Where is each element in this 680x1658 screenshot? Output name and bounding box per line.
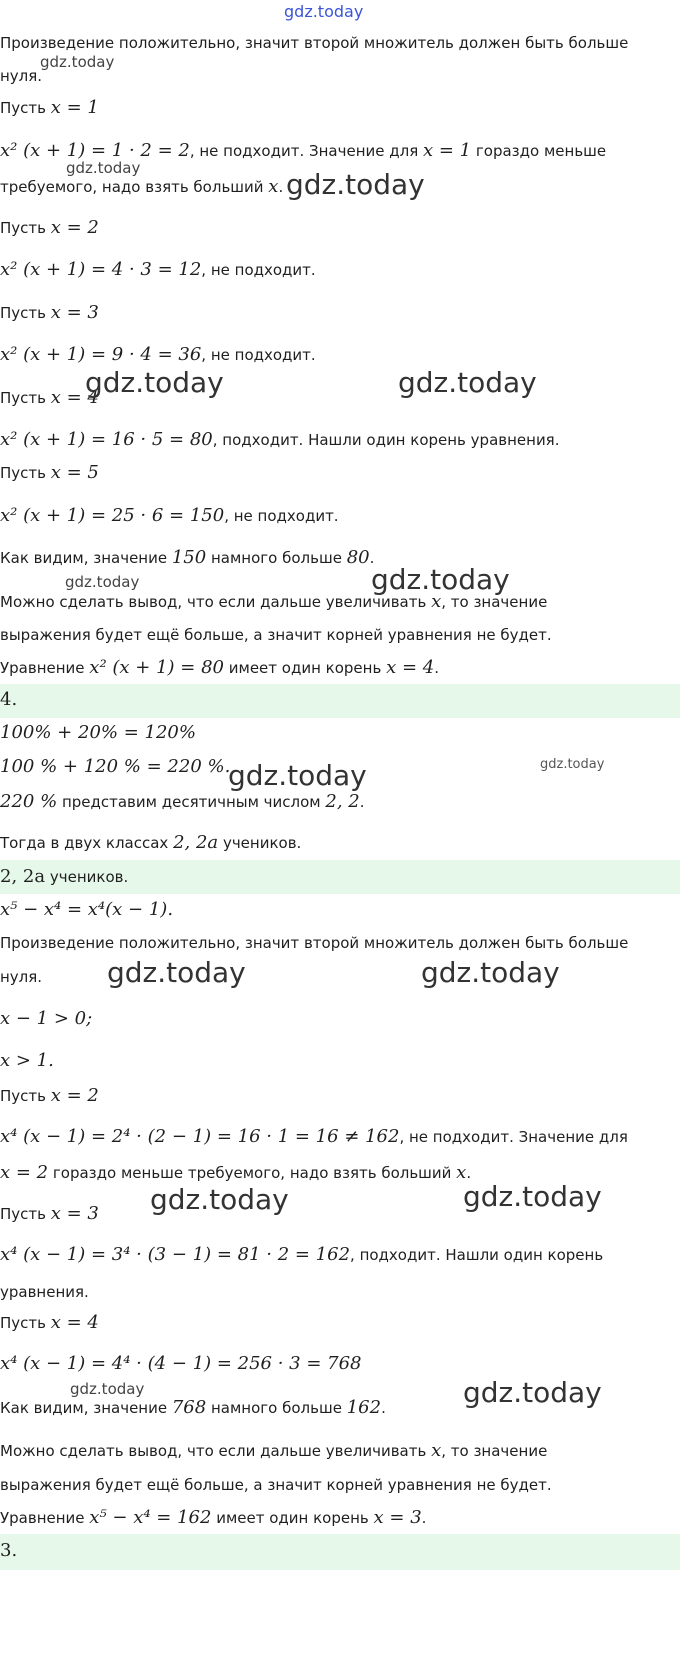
text: Произведение положительно, значит второй множитель должен быть больше (0, 934, 629, 952)
text-line (0, 463, 99, 483)
text: Как видим, значение (0, 549, 172, 567)
text: , не подходит. (201, 261, 316, 279)
math: x (431, 591, 442, 612)
text: . (466, 1164, 472, 1182)
text: Пусть (0, 1087, 51, 1105)
math: x² (x + 1) = 25 · 6 = 150 (0, 505, 225, 526)
text-line (0, 1245, 603, 1265)
text: , не подходит. Значение для (189, 142, 423, 160)
text: , не подходит. Значение для (399, 1128, 628, 1146)
math: x (268, 176, 279, 197)
math: x = 5 (50, 462, 99, 483)
math: x = 2 (50, 1085, 99, 1106)
text: , подходит. Нашли один корень уравнения. (212, 431, 560, 449)
math: x = 3 (50, 302, 99, 323)
text: уравнения. (0, 1283, 89, 1301)
math: x² (x + 1) = 1 · 2 = 2 (0, 140, 190, 161)
math: x > 1. (0, 1050, 54, 1071)
answer (0, 867, 128, 887)
math: 150 (171, 547, 207, 568)
text: требуемого, надо взять больший (0, 178, 269, 196)
text: Пусть (0, 464, 51, 482)
text: Пусть (0, 304, 51, 322)
math: x⁴ (x − 1) = 2⁴ · (2 − 1) = 16 · 1 = 16 ≠ 162 (0, 1126, 400, 1147)
text: Тогда в двух классах (0, 834, 174, 852)
text-line (0, 1204, 99, 1224)
answer-band (0, 1534, 680, 1570)
watermark: gdz.today (70, 1380, 145, 1398)
text: Как видим, значение (0, 1399, 172, 1417)
watermark: gdz.today (421, 956, 560, 989)
text-line (0, 833, 301, 853)
watermark: gdz.today (66, 159, 141, 177)
text-line (0, 345, 316, 365)
math: x = 2 (0, 1162, 49, 1183)
text: Пусть (0, 219, 51, 237)
text-line (0, 177, 283, 197)
text-line (0, 1313, 99, 1333)
text: , то значение (441, 593, 548, 611)
math: x − 1 > 0; (0, 1008, 93, 1029)
text: Уравнение (0, 659, 90, 677)
text: намного больше (206, 1399, 347, 1417)
text-line (0, 967, 42, 987)
watermark: gdz.today (398, 366, 537, 399)
answer-value: 3. (0, 1540, 18, 1561)
math: x² (x + 1) = 9 · 4 = 36 (0, 344, 202, 365)
text-line (0, 1398, 386, 1418)
text-line (0, 141, 606, 161)
text: . (359, 793, 365, 811)
text-line (0, 625, 552, 645)
answer-value: 4. (0, 689, 18, 710)
text-line (0, 1508, 426, 1528)
text: гораздо меньше (471, 142, 607, 160)
math: x = 3 (50, 1203, 99, 1224)
text-line (0, 933, 628, 953)
text: имеет один корень (224, 659, 387, 677)
watermark: gdz.today (228, 759, 367, 792)
text: представим десятичным числом (57, 793, 326, 811)
text: имеет один корень (211, 1509, 374, 1527)
text: Можно сделать вывод, что если дальше увеличивать (0, 1442, 432, 1460)
answer (0, 690, 17, 710)
watermark: gdz.today (107, 956, 246, 989)
watermark: gdz.today (65, 573, 140, 591)
math: 768 (171, 1397, 207, 1418)
watermark: gdz.today (286, 168, 425, 201)
text: , подходит. Нашли один корень (350, 1246, 604, 1264)
text-line (0, 303, 99, 323)
watermark: gdz.today (540, 757, 605, 772)
watermark: gdz.today (284, 2, 364, 21)
text-line (0, 792, 365, 812)
math: x = 1 (423, 140, 472, 161)
text: Уравнение (0, 1509, 90, 1527)
answer-text: учеников. (45, 868, 129, 886)
math: 80 (346, 547, 370, 568)
math: x (456, 1162, 467, 1183)
text-line (0, 260, 316, 280)
text: Пусть (0, 1314, 51, 1332)
math: x⁴ (x − 1) = 3⁴ · (3 − 1) = 81 · 2 = 162 (0, 1244, 351, 1265)
text-line (0, 548, 374, 568)
math: x = 2 (50, 217, 99, 238)
answer-value: 2, 2a (0, 866, 46, 887)
watermark: gdz.today (40, 53, 115, 71)
math: x (431, 1440, 442, 1461)
math: x = 4 (50, 1312, 99, 1333)
math: x⁵ − x⁴ = x⁴(x − 1). (0, 899, 174, 920)
text: учеников. (218, 834, 302, 852)
math: x⁴ (x − 1) = 4⁴ · (4 − 1) = 256 · 3 = 768 (0, 1353, 362, 1374)
text: Можно сделать вывод, что если дальше увеличивать (0, 593, 432, 611)
text: Пусть (0, 389, 51, 407)
math: x = 1 (50, 97, 99, 118)
text: Пусть (0, 1205, 51, 1223)
text-line (0, 1441, 547, 1461)
watermark: gdz.today (371, 563, 510, 596)
text: . (421, 1509, 427, 1527)
math: x² (x + 1) = 4 · 3 = 12 (0, 259, 202, 280)
text-line (0, 1282, 89, 1302)
text: , не подходит. (224, 507, 339, 525)
text-line (0, 430, 559, 450)
math: x² (x + 1) = 80 (89, 657, 224, 678)
math: x = 4 (386, 657, 435, 678)
text: , не подходит. (201, 346, 316, 364)
math: 220 % (0, 791, 58, 812)
text-line (0, 723, 196, 743)
math: 2, 2a (173, 832, 219, 853)
watermark: gdz.today (150, 1183, 289, 1216)
text: Произведение положительно, значит второй множитель должен быть больше (0, 34, 629, 52)
answer (0, 1541, 17, 1561)
text: . (278, 178, 284, 196)
text-line (0, 757, 230, 777)
text-line (0, 1163, 471, 1183)
text: выражения будет ещё больше, а значит корней уравнения не будет. (0, 1476, 552, 1494)
text-line (0, 98, 99, 118)
math: x² (x + 1) = 16 · 5 = 80 (0, 429, 213, 450)
watermark: gdz.today (463, 1376, 602, 1409)
math: 2, 2 (325, 791, 360, 812)
text: Пусть (0, 99, 51, 117)
answer-band (0, 684, 680, 718)
text: нуля. (0, 968, 43, 986)
text: гораздо меньше требуемого, надо взять больший (48, 1164, 457, 1182)
text-line (0, 900, 173, 920)
text-line (0, 1475, 552, 1495)
text-line (0, 1086, 99, 1106)
text: нуля. (0, 67, 43, 85)
math: 162 (346, 1397, 382, 1418)
math: 100% + 20% = 120% (0, 722, 196, 743)
text: , то значение (441, 1442, 548, 1460)
text-line (0, 1051, 54, 1071)
text-line (0, 1009, 92, 1029)
math: 100 % + 120 % = 220 %. (0, 756, 231, 777)
text-line (0, 1127, 628, 1147)
text: намного больше (206, 549, 347, 567)
text-line (0, 66, 42, 86)
text-line (0, 1354, 361, 1374)
text-line (0, 33, 628, 53)
math: x = 4 (50, 387, 99, 408)
text-line (0, 218, 99, 238)
text: . (369, 549, 375, 567)
text-line (0, 658, 439, 678)
text: выражения будет ещё больше, а значит корней уравнения не будет. (0, 626, 552, 644)
math: x = 3 (373, 1507, 422, 1528)
watermark: gdz.today (463, 1180, 602, 1213)
math: x⁵ − x⁴ = 162 (89, 1507, 212, 1528)
watermark: gdz.today (85, 366, 224, 399)
text: . (434, 659, 439, 677)
text: . (381, 1399, 386, 1417)
text-line (0, 506, 339, 526)
